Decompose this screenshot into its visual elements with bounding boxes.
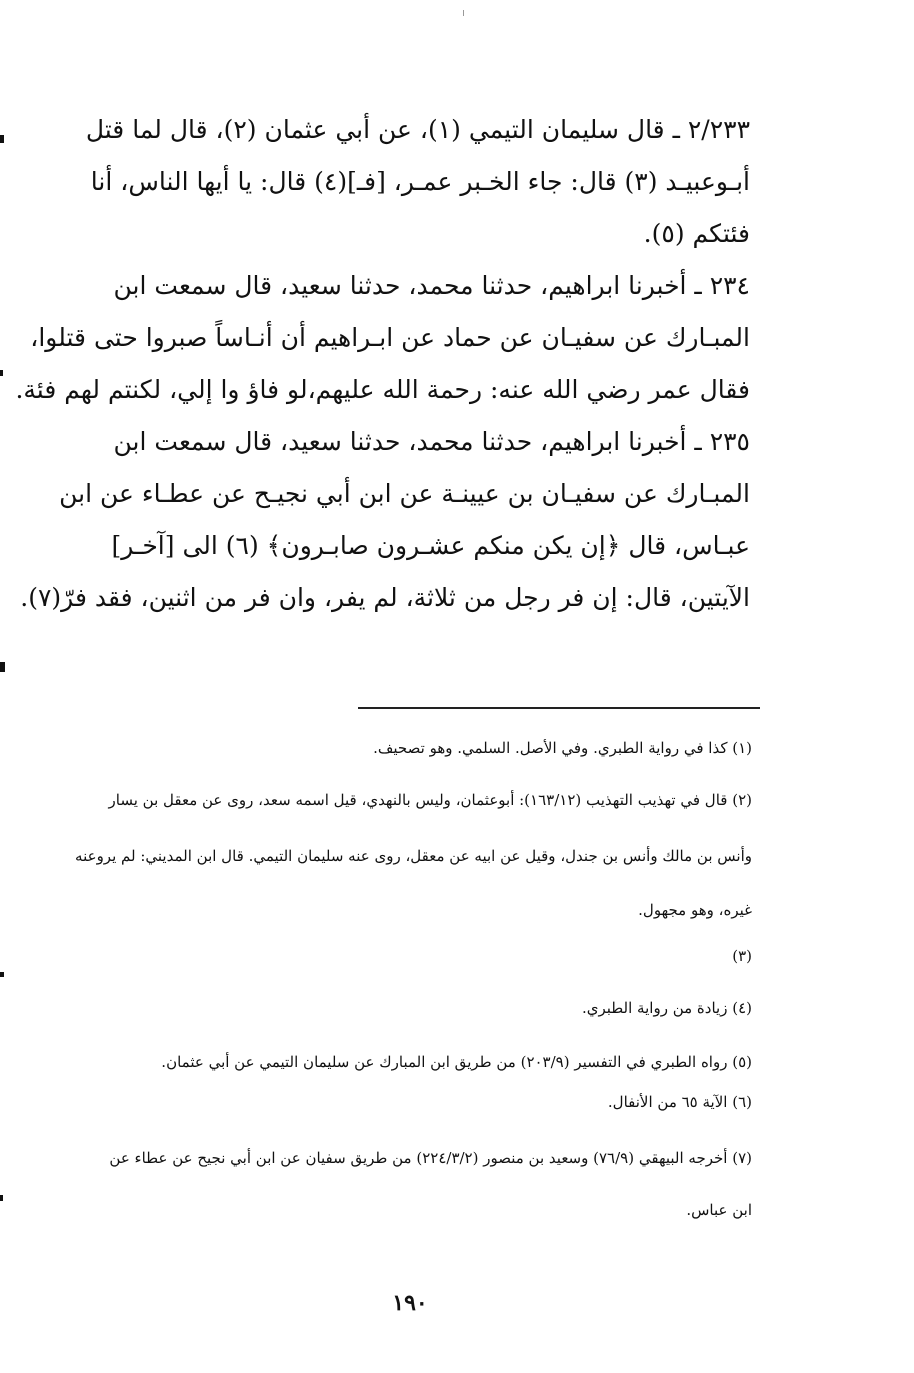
scan-mark [0,972,4,977]
footnote-line: وأنس بن مالك وأنس بن جندل، وقيل عن ابيه عن معقل، روى عنه سليمان التيمي. قال ابن المديني: لم يروعنه [75,847,752,865]
scan-mark [0,370,3,376]
text-line: ٢٣٥ ـ أخبرنا ابراهيم، حدثنا محمد، حدثنا سعيد، قال سمعت ابن [113,427,750,456]
text-line: فقال عمر رضي الله عنه: رحمة الله عليهم،لو فاؤ وا إلي، لكنتم لهم فئة. [15,375,750,404]
text-line: المبـارك عن سفيـان عن حماد عن ابـراهيم أن أنـاساً صبروا حتى قتلوا، [30,323,750,352]
footnote-line: (٥) رواه الطبري في التفسير (٢٠٣/٩) من طريق ابن المبارك عن سليمان التيمي عن أبي عثمان. [161,1053,752,1071]
footnote-line: (٦) الآية ٦٥ من الأنفال. [607,1093,752,1111]
footnote-line: ابن عباس. [686,1201,752,1219]
text-line: أبـوعبيـد (٣) قال: جاء الخـبر عمـر، [فـ](٤) قال: يا أيها الناس، أنا [90,167,750,196]
footnote-line: (٢) قال في تهذيب التهذيب (١٦٣/١٢): أبوعثمان، وليس بالنهدي، قيل اسمه سعد، روى عن معقل بن يسار [108,791,752,809]
text-line: الآيتين، قال: إن فر رجل من ثلاثة، لم يفر، وان فر من اثنين، فقد فرّ(٧). [20,583,750,612]
footnote-separator [358,707,760,709]
main-text-block [15,104,750,624]
footnote-line: (٤) زيادة من رواية الطبري. [581,999,752,1017]
footnote-line: (٧) أخرجه البيهقي (٧٦/٩) وسعيد بن منصور (٢٢٤/٣/٢) من طريق سفيان عن ابن أبي نجيح عن عطاء عن [109,1149,752,1167]
scan-mark [0,135,4,143]
text-line: عبـاس، قال ﴿إن يكن منكم عشـرون صابـرون﴾ (٦) الى [آخـر] [111,531,750,560]
footnote-line: (١) كذا في رواية الطبري. وفي الأصل. السلمي. وهو تصحيف. [373,739,752,757]
footnote-line: غيره، وهو مجهول. [638,901,752,919]
footnote-line: (٣) [732,947,752,965]
scan-mark [0,662,5,672]
text-line: المبـارك عن سفيـان بن عيينـة عن ابن أبي نجيـح عن عطـاء عن ابن [59,479,750,508]
text-line: ٢/٢٣٣ ـ قال سليمان التيمي (١)، عن أبي عثمان (٢)، قال لما قتل [85,115,750,144]
scan-mark [0,1195,3,1201]
scan-mark [463,10,464,16]
text-line: فئتكم (٥). [643,219,750,248]
text-line: ٢٣٤ ـ أخبرنا ابراهيم، حدثنا محمد، حدثنا سعيد، قال سمعت ابن [113,271,750,300]
page-number: ١٩٠ [392,1290,428,1316]
